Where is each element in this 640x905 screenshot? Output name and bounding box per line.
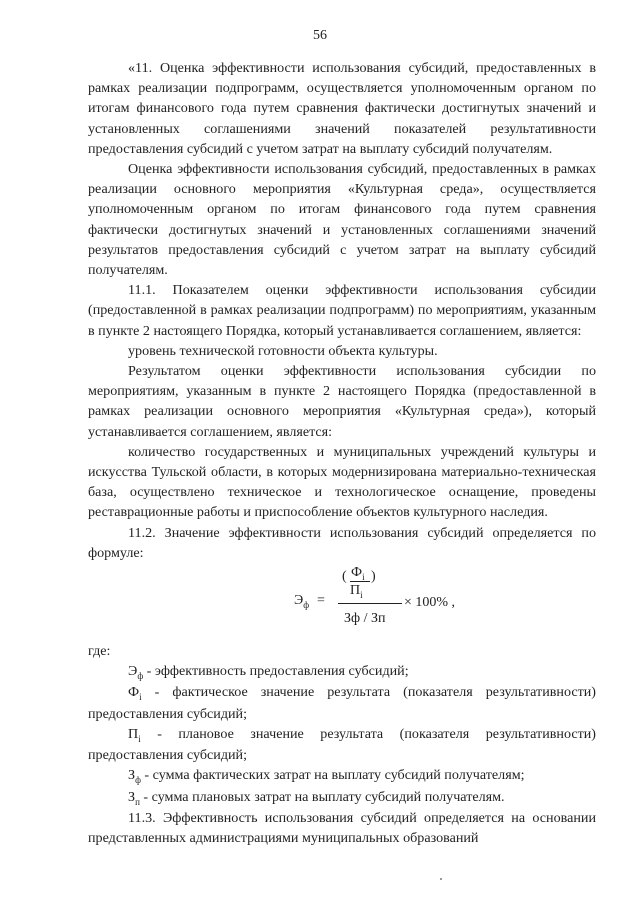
paragraph-11-culture: Оценка эффективности использования субсидий, предоставленных в рамках реализации основного мероприятия «Культурная среда», осуществляется уполномоченным органом по итогам финансового года путем сравнения фактически достигнутых значений и установленных соглашениями значений результатов предоставления субсидий с учетом затрат на выплату субсидий получателям. [88, 161, 596, 279]
definition-planned-value: $П_i$ - плановое значение результата (показателя результативности) предоставления субсидий; [88, 725, 596, 764]
formula-inner-numerator: $Ф_i$ [351, 565, 365, 583]
where-label: где: [88, 643, 111, 660]
formula-equals: = [317, 593, 325, 609]
definition-actual-value: $Ф_i$ - фактическое значение результата (показателя результативности) предоставления субсидий; [88, 684, 596, 722]
definition-planned-costs: $З_п$ - сумма плановых затрат на выплату субсидий получателям. [128, 788, 505, 807]
definition-efficiency: $Э_ф$ - эффективность предоставления субсидий; [128, 663, 409, 682]
scan-speck [440, 878, 442, 880]
paragraph-11-3: 11.3. Эффективность использования субсидий определяется на основании представленных администрациями муниципальных образований [88, 809, 596, 846]
paragraph-result-culture: Результатом оценки эффективности использования субсидии по мероприятиям, указанным в пункте 2 настоящего Порядка (предоставленной в рамках реализации основного мероприятия «Культурная среда»), который устанавливается соглашением, является: [88, 363, 596, 440]
formula-times-percent: × 100% , [404, 595, 456, 611]
paragraph-11-1: 11.1. Показателем оценки эффективности использования субсидии (предоставленной в рамках реализации подпрограмм) по мероприятиям, указанным в пункте 2 настоящего Порядка, который устанавливается соглашением, является: [88, 282, 596, 339]
formula-lhs: $Э_ф$ [294, 593, 310, 611]
paragraph-11-2: 11.2. Значение эффективности использования субсидий определяется по формуле: [88, 524, 596, 561]
paragraph-institutions-count: количество государственных и муниципальных учреждений культуры и искусства Тульской области, в которых модернизирована материально-техническая база, осуществлено техническое и технологическое оснащение, проведены реставрационные работы и приспособление объектов культурного наследия. [88, 443, 596, 521]
paragraph-technical-readiness: уровень технической готовности объекта культуры. [128, 342, 438, 359]
formula-main-fraction-line [338, 603, 402, 604]
formula-paren-close: ) [371, 569, 376, 585]
efficiency-formula [88, 563, 596, 641]
document-body [88, 58, 596, 848]
definition-actual-costs: $З_ф$ - сумма фактических затрат на выплату субсидий получателям; [128, 767, 525, 786]
paragraph-11: «11. Оценка эффективности использования субсидий, предоставленных в рамках реализации подпрограмм, осуществляется уполномоченным органом по итогам финансового года путем сравнения фактически достигнутых значений и установленных соглашениями значений показателей результативности предоставления субсидий с учетом затрат на выплату субсидий получателям. [88, 60, 596, 157]
page-number: 56 [313, 28, 327, 43]
formula-outer-denominator: Зф / Зп [344, 611, 386, 627]
formula-paren-open: ( [342, 569, 347, 585]
formula-inner-denominator: $П_i$ [350, 583, 363, 601]
